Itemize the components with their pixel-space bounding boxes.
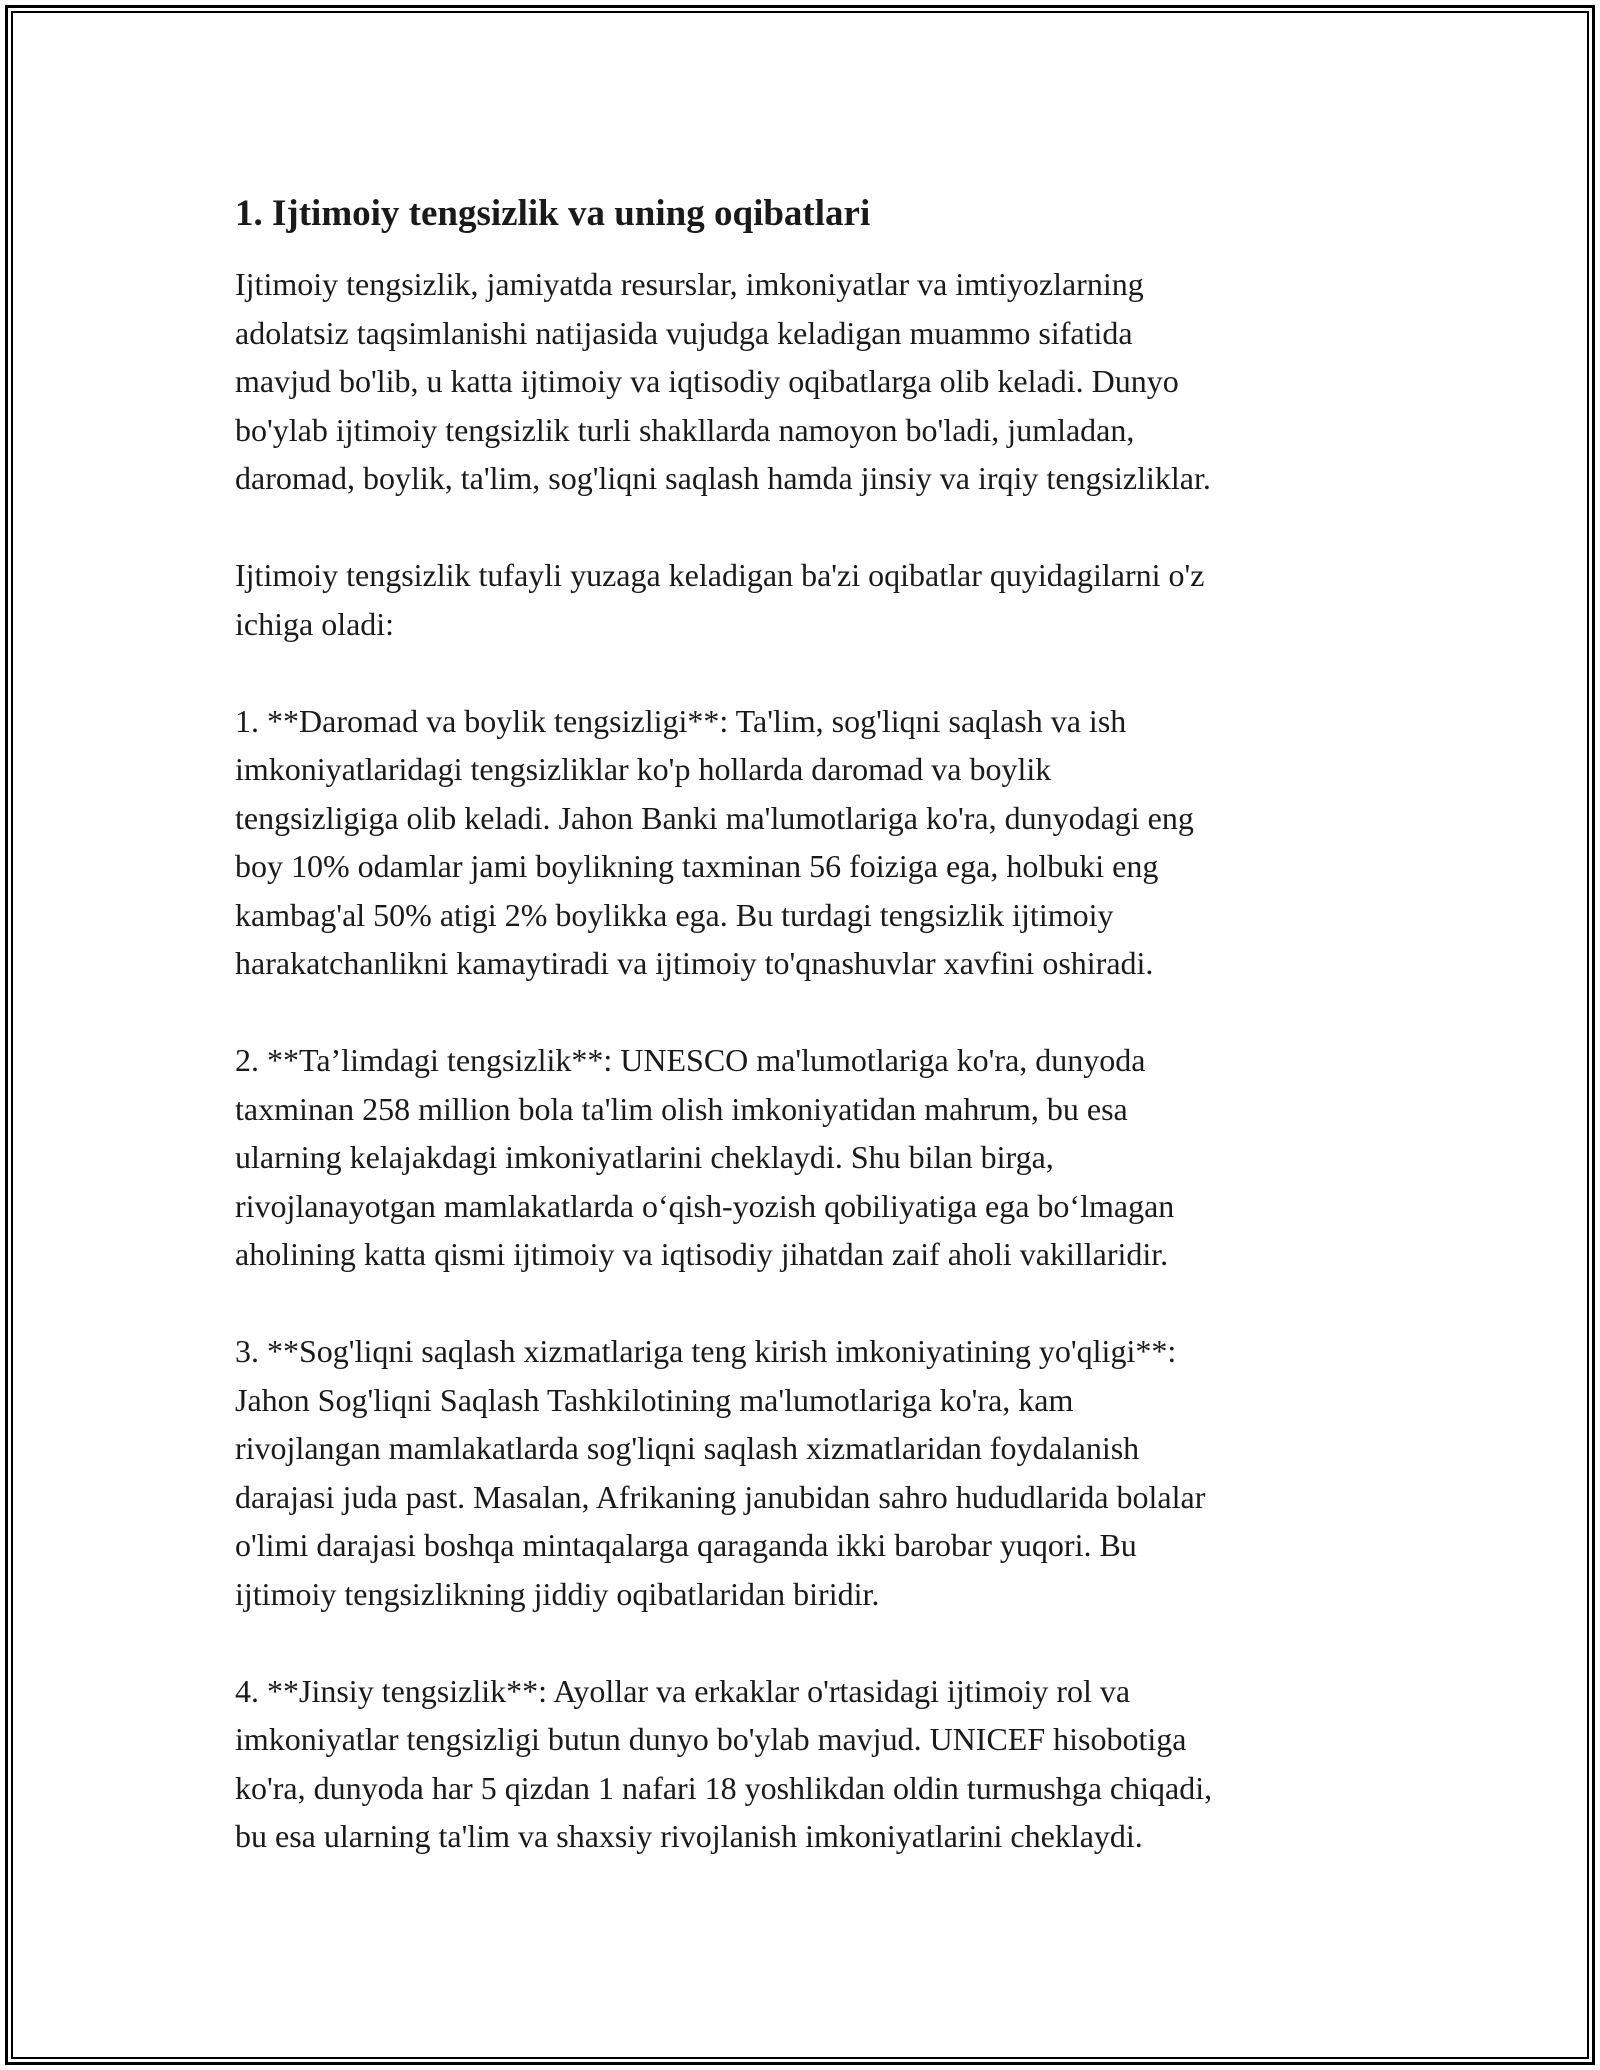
paragraph-consequences-lead: Ijtimoiy tengsizlik tufayli yuzaga keladigan ba'zi oqibatlar quyidagilarni o'z ichiga oladi: [235, 557, 1205, 642]
list-item-income-inequality: 1. **Daromad va boylik tengsizligi**: Ta'lim, sog'liqni saqlash va ish imkoniyatlaridagi tengsizliklar ko'p hollarda daromad va boylik tengsizligiga olib keladi. Jahon Banki ma'lumotlariga ko'ra, dunyodagi eng boy 10% odamlar jami boylikning taxminan 56 foiziga ega, holbuki eng kambag'al 50% atigi 2% boylikka ega. Bu turdagi tengsizlik ijtimoiy harakatchanlikni kamaytiradi va ijtimoiy to'qnashuvlar xavfini oshiradi. [235, 702, 1194, 981]
list-item-education-inequality: 2. **Ta’limdagi tengsizlik**: UNESCO ma'lumotlariga ko'ra, dunyoda taxminan 258 million bola ta'lim olish imkoniyatidan mahrum, bu esa ularning kelajakdagi imkoniyatlarini cheklaydi. Shu bilan birga, rivojlanayotgan mamlakatlarda o‘qish-yozish qobiliyatiga ega bo‘lmagan aholining katta qismi ijtimoiy va iqtisodiy jihatdan zaif aholi vakillaridir. [235, 1042, 1175, 1272]
document-title: 1. Ijtimoiy tengsizlik va uning oqibatlari [235, 193, 871, 234]
document-body [235, 190, 1365, 1909]
paragraph-intro: Ijtimoiy tengsizlik, jamiyatda resurslar, imkoniyatlar va imtiyozlarning adolatsiz taqsimlanishi natijasida vujudga keladigan muammo sifatida mavjud bo'lib, u katta ijtimoiy va iqtisodiy oqibatlarga olib keladi. Dunyo bo'ylab ijtimoiy tengsizlik turli shakllarda namoyon bo'ladi, jumladan, daromad, boylik, ta'lim, sog'liqni saqlash hamda jinsiy va irqiy tengsizliklar. [235, 266, 1211, 496]
list-item-healthcare-access: 3. **Sog'liqni saqlash xizmatlariga teng kirish imkoniyatining yo'qligi**: Jahon Sog'liqni Saqlash Tashkilotining ma'lumotlariga ko'ra, kam rivojlangan mamlakatlarda sog'liqni saqlash xizmatlaridan foydalanish darajasi juda past. Masalan, Afrikaning janubidan sahro hududlarida bolalar o'limi darajasi boshqa mintaqalarga qaraganda ikki barobar yuqori. Bu ijtimoiy tengsizlikning jiddiy oqibatlaridan biridir. [235, 1333, 1206, 1612]
list-item-gender-inequality: 4. **Jinsiy tengsizlik**: Ayollar va erkaklar o'rtasidagi ijtimoiy rol va imkoniyatlar tengsizligi butun dunyo bo'ylab mavjud. UNICEF hisobotiga ko'ra, dunyoda har 5 qizdan 1 nafari 18 yoshlikdan oldin turmushga chiqadi, bu esa ularning ta'lim va shaxsiy rivojlanish imkoniyatlarini cheklaydi. [235, 1672, 1213, 1854]
